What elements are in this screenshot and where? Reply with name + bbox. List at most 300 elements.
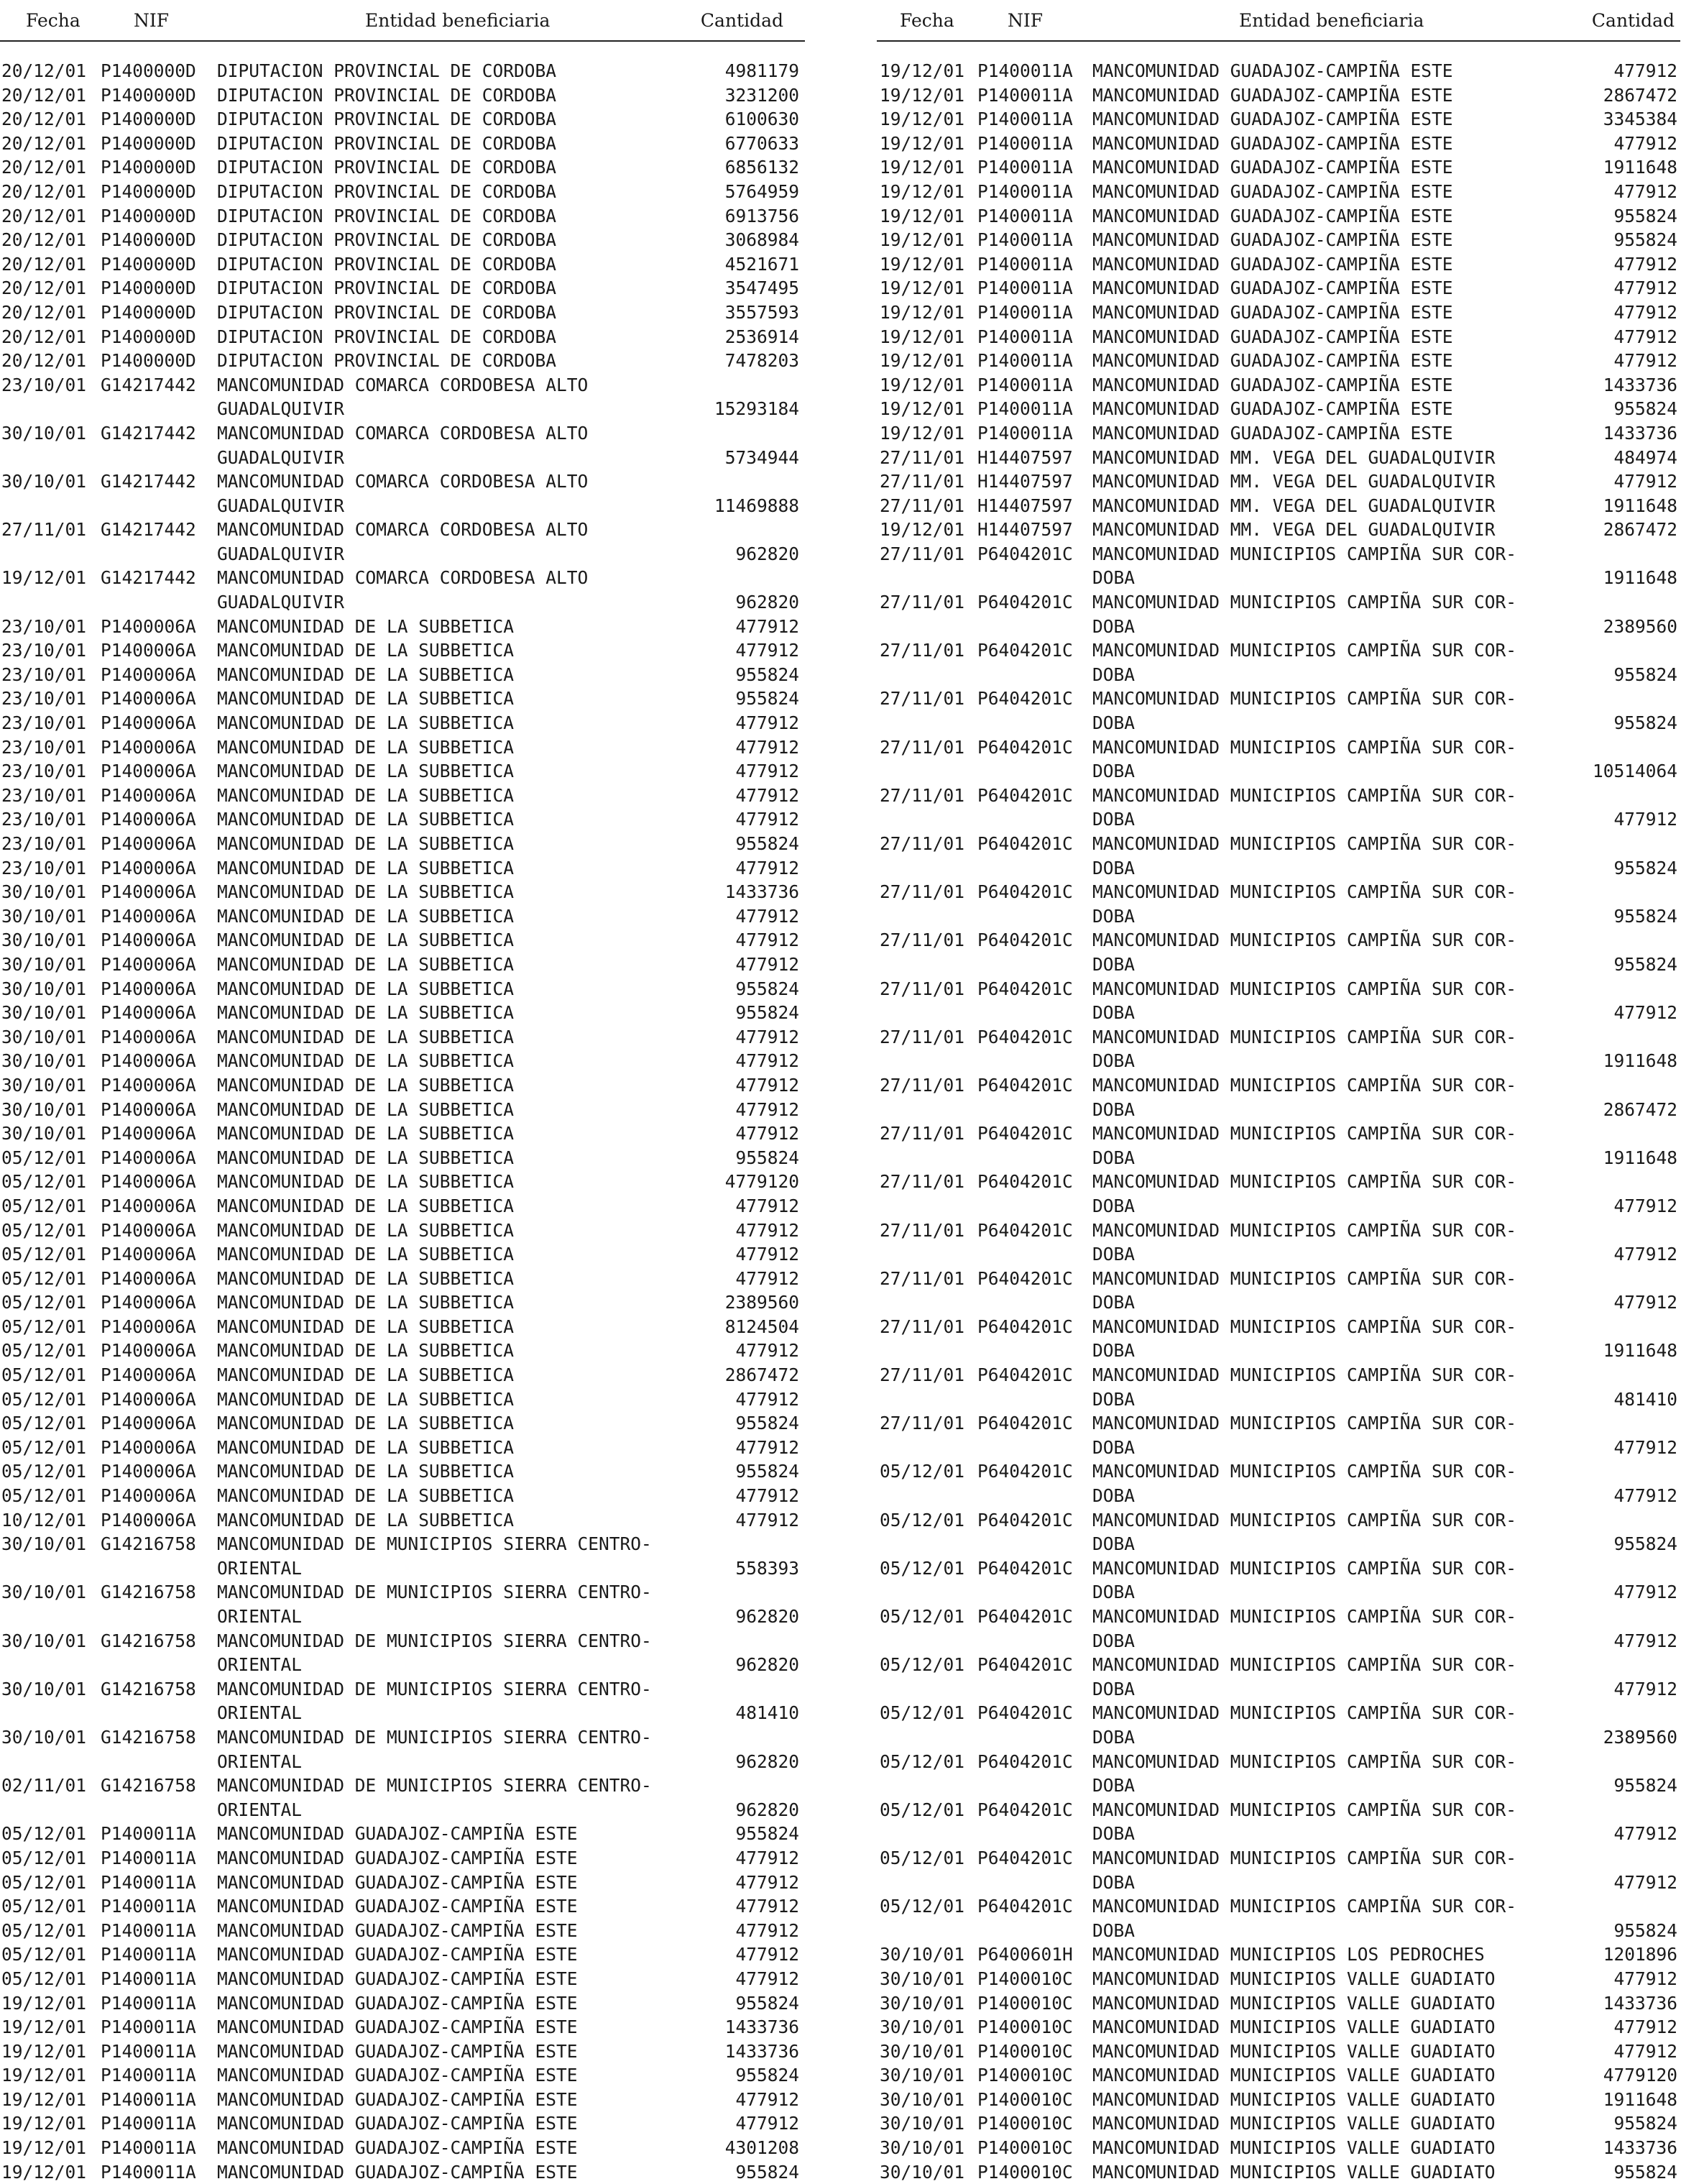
cell-entidad-continuation: DOBA <box>1092 761 1136 782</box>
cell-entidad: MANCOMUNIDAD MUNICIPIOS VALLE GUADIATO <box>1092 2040 1496 2062</box>
cell-nif: P6404201C <box>977 978 1073 999</box>
cell-cantidad: 2867472 <box>1603 84 1677 106</box>
cell-entidad: MANCOMUNIDAD GUADAJOZ-CAMPIÑA ESTE <box>1092 253 1453 275</box>
cell-entidad: MANCOMUNIDAD GUADAJOZ-CAMPIÑA ESTE <box>217 2088 578 2110</box>
cell-cantidad: 477912 <box>735 1123 799 1144</box>
cell-entidad: MANCOMUNIDAD MUNICIPIOS LOS PEDROCHES <box>1092 1944 1485 1965</box>
cell-entidad: MANCOMUNIDAD DE LA SUBBETICA <box>217 1147 515 1168</box>
cell-entidad: MANCOMUNIDAD MUNICIPIOS CAMPIÑA SUR COR- <box>1092 1847 1517 1868</box>
cell-nif: P6404201C <box>977 1702 1073 1724</box>
cell-fecha: 27/11/01 <box>880 446 965 468</box>
cell-cantidad: 5734944 <box>724 446 799 468</box>
cell-nif: P6404201C <box>977 1847 1073 1868</box>
table-row <box>0 518 805 566</box>
cell-fecha: 19/12/01 <box>880 229 965 251</box>
cell-fecha: 19/12/01 <box>880 109 965 130</box>
cell-entidad-continuation: DOBA <box>1092 1871 1136 1893</box>
cell-entidad: MANCOMUNIDAD MUNICIPIOS VALLE GUADIATO <box>1092 1968 1496 1989</box>
cell-nif: P1400011A <box>977 253 1073 275</box>
cell-entidad: MANCOMUNIDAD GUADAJOZ-CAMPIÑA ESTE <box>1092 326 1453 347</box>
cell-nif: P1400011A <box>101 1992 196 2014</box>
cell-cantidad: 2867472 <box>724 1364 799 1386</box>
cell-cantidad: 7478203 <box>724 350 799 372</box>
cell-entidad: DIPUTACION PROVINCIAL DE CORDOBA <box>217 132 557 154</box>
cell-nif: P1400006A <box>101 1219 196 1241</box>
cell-nif: P6404201C <box>977 1509 1073 1531</box>
table-row <box>877 977 1680 1025</box>
cell-nif: P1400000D <box>101 109 196 130</box>
table-row <box>0 1436 805 1460</box>
table-row <box>0 1677 805 1725</box>
cell-nif: P1400006A <box>101 881 196 903</box>
table-row <box>0 59 805 83</box>
cell-entidad-continuation: DOBA <box>1092 1388 1136 1410</box>
cell-fecha: 30/10/01 <box>1 905 87 927</box>
cell-nif: P1400006A <box>101 1002 196 1024</box>
cell-entidad-continuation: ORIENTAL <box>217 1799 303 1820</box>
table-row <box>0 2160 805 2184</box>
cell-cantidad: 962820 <box>735 1606 799 1627</box>
cell-cantidad: 962820 <box>735 543 799 564</box>
cell-cantidad: 477912 <box>1613 1244 1677 1265</box>
cell-entidad-continuation: DOBA <box>1092 809 1136 830</box>
table-row <box>0 1290 805 1315</box>
cell-cantidad: 477912 <box>1613 1968 1677 1989</box>
table-row <box>877 2063 1680 2088</box>
cell-entidad: MANCOMUNIDAD GUADAJOZ-CAMPIÑA ESTE <box>217 1968 578 1989</box>
cell-nif: P1400011A <box>977 326 1073 347</box>
cell-nif: P6404201C <box>977 1171 1073 1193</box>
cell-nif: P1400010C <box>977 2040 1073 2062</box>
table-row <box>877 349 1680 373</box>
cell-nif: G14216758 <box>101 1630 196 1651</box>
cell-nif: P1400011A <box>977 109 1073 130</box>
cell-cantidad: 955824 <box>1613 953 1677 975</box>
cell-fecha: 02/11/01 <box>1 1775 87 1797</box>
cell-nif: P1400006A <box>101 1050 196 1072</box>
table-row <box>0 107 805 132</box>
cell-nif: P1400011A <box>977 301 1073 323</box>
cell-entidad: MANCOMUNIDAD DE MUNICIPIOS SIERRA CENTRO- <box>217 1775 652 1797</box>
cell-nif: P1400006A <box>101 978 196 999</box>
cell-nif: P1400011A <box>101 2016 196 2038</box>
cell-entidad: MANCOMUNIDAD MUNICIPIOS CAMPIÑA SUR COR- <box>1092 1509 1517 1531</box>
table-row <box>877 1411 1680 1459</box>
cell-cantidad: 477912 <box>735 761 799 782</box>
cell-entidad-continuation: DOBA <box>1092 857 1136 878</box>
cell-cantidad: 477912 <box>1613 277 1677 299</box>
cell-cantidad: 955824 <box>1613 2161 1677 2183</box>
cell-fecha: 27/11/01 <box>880 1413 965 1434</box>
cell-entidad: MANCOMUNIDAD COMARCA CORDOBESA ALTO <box>217 422 589 444</box>
cell-fecha: 05/12/01 <box>1 1461 87 1482</box>
cell-fecha: 27/11/01 <box>880 1123 965 1144</box>
cell-fecha: 27/11/01 <box>880 640 965 661</box>
cell-nif: P1400010C <box>977 2161 1073 2183</box>
cell-fecha: 05/12/01 <box>880 1654 965 1676</box>
cell-nif: P1400006A <box>101 1267 196 1289</box>
cell-cantidad: 1433736 <box>724 881 799 903</box>
cell-fecha: 20/12/01 <box>1 326 87 347</box>
cell-cantidad: 477912 <box>735 615 799 637</box>
cell-entidad-continuation: DOBA <box>1092 1582 1136 1603</box>
cell-entidad: MANCOMUNIDAD GUADAJOZ-CAMPIÑA ESTE <box>1092 60 1453 81</box>
cell-cantidad: 477912 <box>1613 2040 1677 2062</box>
cell-cantidad: 477912 <box>735 930 799 951</box>
cell-nif: P6404201C <box>977 1316 1073 1337</box>
cell-cantidad: 962820 <box>735 1654 799 1676</box>
cell-entidad: MANCOMUNIDAD GUADAJOZ-CAMPIÑA ESTE <box>1092 132 1453 154</box>
cell-entidad: MANCOMUNIDAD MUNICIPIOS VALLE GUADIATO <box>1092 2088 1496 2110</box>
cell-entidad: MANCOMUNIDAD DE LA SUBBETICA <box>217 1316 515 1337</box>
cell-fecha: 05/12/01 <box>1 1292 87 1313</box>
cell-fecha: 20/12/01 <box>1 301 87 323</box>
cell-entidad-continuation: GUADALQUIVIR <box>217 592 345 613</box>
cell-entidad: MANCOMUNIDAD DE LA SUBBETICA <box>217 857 515 878</box>
cell-nif: P6404201C <box>977 1074 1073 1096</box>
cell-cantidad: 955824 <box>1613 229 1677 251</box>
cell-entidad: MANCOMUNIDAD DE LA SUBBETICA <box>217 1219 515 1241</box>
header-entidad: Entidad beneficiaria <box>1239 10 1424 31</box>
table-row <box>877 421 1680 446</box>
cell-nif: P1400011A <box>101 2137 196 2159</box>
cell-entidad: MANCOMUNIDAD GUADAJOZ-CAMPIÑA ESTE <box>1092 229 1453 251</box>
cell-entidad: MANCOMUNIDAD MUNICIPIOS VALLE GUADIATO <box>1092 2137 1496 2159</box>
cell-nif: H14407597 <box>977 471 1073 492</box>
cell-cantidad: 477912 <box>735 857 799 878</box>
cell-fecha: 05/12/01 <box>1 1823 87 1845</box>
table-row <box>877 1556 1680 1605</box>
cell-entidad: MANCOMUNIDAD DE LA SUBBETICA <box>217 1002 515 1024</box>
cell-fecha: 30/10/01 <box>880 2040 965 2062</box>
cell-nif: P6404201C <box>977 784 1073 806</box>
cell-cantidad: 477912 <box>735 1195 799 1216</box>
cell-fecha: 05/12/01 <box>1 1944 87 1965</box>
cell-fecha: 19/12/01 <box>880 132 965 154</box>
cell-fecha: 19/12/01 <box>880 253 965 275</box>
cell-entidad: MANCOMUNIDAD MUNICIPIOS CAMPIÑA SUR COR- <box>1092 1557 1517 1579</box>
cell-nif: P6404201C <box>977 1799 1073 1820</box>
cell-fecha: 19/12/01 <box>880 60 965 81</box>
cell-fecha: 30/10/01 <box>1 1582 87 1603</box>
cell-fecha: 20/12/01 <box>1 132 87 154</box>
table-row <box>0 132 805 156</box>
cell-fecha: 19/12/01 <box>880 205 965 226</box>
table-row <box>877 832 1680 880</box>
cell-entidad: MANCOMUNIDAD MUNICIPIOS CAMPIÑA SUR COR- <box>1092 1799 1517 1820</box>
cell-entidad: MANCOMUNIDAD GUADAJOZ-CAMPIÑA ESTE <box>217 2040 578 2062</box>
cell-entidad: MANCOMUNIDAD MUNICIPIOS CAMPIÑA SUR COR- <box>1092 978 1517 999</box>
cell-nif: P1400011A <box>977 350 1073 372</box>
table-row <box>877 107 1680 132</box>
table-row <box>877 928 1680 976</box>
cell-fecha: 30/10/01 <box>1 978 87 999</box>
cell-nif: P1400006A <box>101 1388 196 1410</box>
cell-entidad: MANCOMUNIDAD DE MUNICIPIOS SIERRA CENTRO- <box>217 1582 652 1603</box>
cell-fecha: 20/12/01 <box>1 205 87 226</box>
cell-fecha: 19/12/01 <box>880 398 965 420</box>
cell-entidad: DIPUTACION PROVINCIAL DE CORDOBA <box>217 350 557 372</box>
table-row <box>0 155 805 180</box>
header-entidad: Entidad beneficiaria <box>365 10 551 31</box>
table-row <box>0 1411 805 1436</box>
cell-fecha: 05/12/01 <box>1 1267 87 1289</box>
cell-cantidad: 477912 <box>735 953 799 975</box>
cell-cantidad: 477912 <box>1613 809 1677 830</box>
cell-nif: P1400006A <box>101 1171 196 1193</box>
cell-entidad: MANCOMUNIDAD MUNICIPIOS VALLE GUADIATO <box>1092 2113 1496 2134</box>
cell-fecha: 30/10/01 <box>1 1098 87 1120</box>
cell-entidad: MANCOMUNIDAD MUNICIPIOS VALLE GUADIATO <box>1092 1992 1496 2014</box>
cell-fecha: 30/10/01 <box>1 1074 87 1096</box>
cell-nif: G14216758 <box>101 1775 196 1797</box>
cell-fecha: 23/10/01 <box>1 664 87 685</box>
cell-cantidad: 477912 <box>1613 326 1677 347</box>
cell-cantidad: 481410 <box>735 1702 799 1724</box>
table-row <box>0 2111 805 2136</box>
cell-nif: G14217442 <box>101 422 196 444</box>
cell-cantidad: 477912 <box>1613 1002 1677 1024</box>
cell-cantidad: 477912 <box>735 1485 799 1507</box>
cell-fecha: 05/12/01 <box>1 1871 87 1893</box>
cell-entidad: DIPUTACION PROVINCIAL DE CORDOBA <box>217 277 557 299</box>
cell-cantidad: 2867472 <box>1603 1098 1677 1120</box>
cell-entidad: MANCOMUNIDAD GUADAJOZ-CAMPIÑA ESTE <box>1092 205 1453 226</box>
table-row <box>0 2015 805 2040</box>
cell-fecha: 30/10/01 <box>1 1678 87 1699</box>
cell-entidad: MANCOMUNIDAD GUADAJOZ-CAMPIÑA ESTE <box>1092 350 1453 372</box>
cell-entidad: MANCOMUNIDAD DE LA SUBBETICA <box>217 1244 515 1265</box>
cell-nif: P1400010C <box>977 1968 1073 1989</box>
cell-fecha: 05/12/01 <box>1 1340 87 1362</box>
cell-entidad: MANCOMUNIDAD DE LA SUBBETICA <box>217 712 515 734</box>
cell-cantidad: 6770633 <box>724 132 799 154</box>
cell-cantidad: 955824 <box>1613 857 1677 878</box>
cell-fecha: 30/10/01 <box>1 930 87 951</box>
table-row <box>0 1219 805 1243</box>
table-row <box>0 252 805 277</box>
cell-entidad: MANCOMUNIDAD GUADAJOZ-CAMPIÑA ESTE <box>217 2065 578 2086</box>
table-row <box>0 1170 805 1194</box>
cell-fecha: 30/10/01 <box>880 2113 965 2134</box>
table-row <box>0 1894 805 1919</box>
cell-entidad: MANCOMUNIDAD DE LA SUBBETICA <box>217 1436 515 1458</box>
cell-cantidad: 477912 <box>735 1436 799 1458</box>
cell-entidad: MANCOMUNIDAD GUADAJOZ-CAMPIÑA ESTE <box>217 2016 578 2038</box>
cell-entidad: MANCOMUNIDAD DE LA SUBBETICA <box>217 1123 515 1144</box>
table-row <box>0 1774 805 1822</box>
cell-cantidad: 477912 <box>735 1244 799 1265</box>
table-row <box>0 615 805 639</box>
table-row <box>877 1315 1680 1363</box>
cell-entidad: MANCOMUNIDAD MUNICIPIOS CAMPIÑA SUR COR- <box>1092 1123 1517 1144</box>
cell-nif: P1400010C <box>977 2016 1073 2038</box>
table-row <box>0 1459 805 1484</box>
table-row <box>0 1508 805 1533</box>
cell-nif: P6404201C <box>977 1751 1073 1772</box>
cell-entidad: MANCOMUNIDAD DE MUNICIPIOS SIERRA CENTRO- <box>217 1533 652 1555</box>
cell-fecha: 05/12/01 <box>880 1509 965 1531</box>
cell-entidad: MANCOMUNIDAD MUNICIPIOS CAMPIÑA SUR COR- <box>1092 1606 1517 1627</box>
cell-fecha: 23/10/01 <box>1 857 87 878</box>
cell-fecha: 19/12/01 <box>1 2065 87 2086</box>
cell-fecha: 27/11/01 <box>880 1219 965 1241</box>
cell-entidad: MANCOMUNIDAD DE MUNICIPIOS SIERRA CENTRO- <box>217 1630 652 1651</box>
cell-nif: P1400006A <box>101 1461 196 1482</box>
cell-entidad: MANCOMUNIDAD DE LA SUBBETICA <box>217 640 515 661</box>
cell-cantidad: 477912 <box>735 1968 799 1989</box>
cell-fecha: 30/10/01 <box>880 2016 965 2038</box>
cell-nif: P6404201C <box>977 543 1073 564</box>
cell-cantidad: 1911648 <box>1603 157 1677 178</box>
table-row <box>877 1894 1680 1942</box>
cell-entidad: MANCOMUNIDAD DE LA SUBBETICA <box>217 1267 515 1289</box>
cell-cantidad: 955824 <box>735 1002 799 1024</box>
cell-entidad: MANCOMUNIDAD GUADAJOZ-CAMPIÑA ESTE <box>1092 422 1453 444</box>
table-row <box>877 590 1680 638</box>
cell-cantidad: 955824 <box>1613 712 1677 734</box>
cell-entidad: MANCOMUNIDAD DE LA SUBBETICA <box>217 1388 515 1410</box>
table-row <box>0 1484 805 1508</box>
table-row <box>0 1098 805 1122</box>
cell-cantidad: 2536914 <box>724 326 799 347</box>
cell-entidad: MANCOMUNIDAD MUNICIPIOS CAMPIÑA SUR COR- <box>1092 1171 1517 1193</box>
cell-entidad: MANCOMUNIDAD MUNICIPIOS CAMPIÑA SUR COR- <box>1092 592 1517 613</box>
cell-cantidad: 1911648 <box>1603 2088 1677 2110</box>
table-header-right <box>877 0 1680 42</box>
table-row <box>877 1025 1680 1073</box>
table-row <box>0 1725 805 1774</box>
cell-cantidad: 1911648 <box>1603 567 1677 589</box>
cell-fecha: 30/10/01 <box>1 471 87 492</box>
cell-nif: P6404201C <box>977 1606 1073 1627</box>
cell-nif: P6404201C <box>977 592 1073 613</box>
table-row <box>0 1242 805 1267</box>
table-row <box>877 1267 1680 1315</box>
table-row <box>0 1025 805 1050</box>
cell-cantidad: 477912 <box>735 1871 799 1893</box>
cell-cantidad: 11469888 <box>714 495 799 516</box>
cell-fecha: 27/11/01 <box>880 736 965 758</box>
table-row <box>0 711 805 735</box>
cell-cantidad: 962820 <box>735 1799 799 1820</box>
cell-cantidad: 955824 <box>735 2065 799 2086</box>
table-row <box>0 1967 805 1991</box>
cell-nif: P1400011A <box>101 1847 196 1868</box>
cell-fecha: 19/12/01 <box>880 277 965 299</box>
cell-entidad: MANCOMUNIDAD MUNICIPIOS CAMPIÑA SUR COR- <box>1092 543 1517 564</box>
cell-fecha: 23/10/01 <box>1 809 87 830</box>
cell-fecha: 19/12/01 <box>1 1992 87 2014</box>
cell-fecha: 19/12/01 <box>1 567 87 589</box>
cell-fecha: 27/11/01 <box>880 1171 965 1193</box>
table-row <box>877 687 1680 735</box>
cell-fecha: 20/12/01 <box>1 109 87 130</box>
cell-nif: P6404201C <box>977 1413 1073 1434</box>
cell-fecha: 05/12/01 <box>1 1413 87 1434</box>
cell-cantidad: 477912 <box>735 809 799 830</box>
cell-entidad-continuation: DOBA <box>1092 1775 1136 1797</box>
cell-fecha: 27/11/01 <box>880 881 965 903</box>
cell-cantidad: 484974 <box>1613 446 1677 468</box>
cell-cantidad: 477912 <box>1613 60 1677 81</box>
cell-fecha: 05/12/01 <box>1 1219 87 1241</box>
cell-entidad: MANCOMUNIDAD DE LA SUBBETICA <box>217 1098 515 1120</box>
table-row <box>0 2136 805 2160</box>
table-row <box>0 1194 805 1219</box>
cell-fecha: 30/10/01 <box>1 1123 87 1144</box>
table-row <box>877 880 1680 928</box>
cell-fecha: 27/11/01 <box>880 1316 965 1337</box>
cell-nif: P6404201C <box>977 640 1073 661</box>
cell-entidad: MANCOMUNIDAD DE LA SUBBETICA <box>217 809 515 830</box>
table-row <box>0 1942 805 1967</box>
cell-fecha: 20/12/01 <box>1 157 87 178</box>
cell-entidad: MANCOMUNIDAD COMARCA CORDOBESA ALTO <box>217 471 589 492</box>
cell-entidad: MANCOMUNIDAD DE LA SUBBETICA <box>217 953 515 975</box>
cell-entidad: MANCOMUNIDAD MUNICIPIOS CAMPIÑA SUR COR- <box>1092 1461 1517 1482</box>
cell-entidad-continuation: DOBA <box>1092 953 1136 975</box>
cell-entidad: DIPUTACION PROVINCIAL DE CORDOBA <box>217 180 557 202</box>
table-row <box>0 2063 805 2088</box>
cell-fecha: 27/11/01 <box>880 1364 965 1386</box>
table-row <box>877 1701 1680 1749</box>
cell-nif: G14217442 <box>101 567 196 589</box>
cell-nif: P1400011A <box>101 2088 196 2110</box>
cell-entidad: MANCOMUNIDAD DE LA SUBBETICA <box>217 1364 515 1386</box>
cell-cantidad: 962820 <box>735 592 799 613</box>
cell-entidad: MANCOMUNIDAD MUNICIPIOS CAMPIÑA SUR COR- <box>1092 1267 1517 1289</box>
cell-entidad: MANCOMUNIDAD MUNICIPIOS CAMPIÑA SUR COR- <box>1092 1751 1517 1772</box>
cell-nif: P1400006A <box>101 905 196 927</box>
cell-cantidad: 477912 <box>1613 1871 1677 1893</box>
cell-entidad: MANCOMUNIDAD GUADAJOZ-CAMPIÑA ESTE <box>1092 398 1453 420</box>
cell-fecha: 20/12/01 <box>1 350 87 372</box>
cell-cantidad: 477912 <box>735 1050 799 1072</box>
cell-fecha: 30/10/01 <box>1 1726 87 1748</box>
table-row <box>0 2040 805 2064</box>
cell-cantidad: 477912 <box>1613 1582 1677 1603</box>
cell-cantidad: 1911648 <box>1603 1147 1677 1168</box>
cell-cantidad: 477912 <box>1613 471 1677 492</box>
cell-nif: P6404201C <box>977 1267 1073 1289</box>
cell-nif: P1400006A <box>101 615 196 637</box>
cell-fecha: 30/10/01 <box>880 1968 965 1989</box>
table-row <box>0 663 805 687</box>
cell-entidad: MANCOMUNIDAD DE LA SUBBETICA <box>217 1026 515 1047</box>
cell-nif: P1400010C <box>977 2088 1073 2110</box>
cell-cantidad: 477912 <box>1613 1195 1677 1216</box>
cell-cantidad: 558393 <box>735 1557 799 1579</box>
cell-entidad: MANCOMUNIDAD DE LA SUBBETICA <box>217 1509 515 1531</box>
cell-entidad: MANCOMUNIDAD GUADAJOZ-CAMPIÑA ESTE <box>217 2161 578 2183</box>
cell-fecha: 20/12/01 <box>1 277 87 299</box>
table-row <box>0 1267 805 1291</box>
table-row <box>877 1219 1680 1267</box>
cell-cantidad: 955824 <box>735 688 799 710</box>
table-row <box>877 2088 1680 2112</box>
cell-fecha: 19/12/01 <box>880 374 965 395</box>
table-body-right <box>877 59 1680 2184</box>
cell-entidad: MANCOMUNIDAD MUNICIPIOS CAMPIÑA SUR COR- <box>1092 1896 1517 1917</box>
table-row <box>877 1967 1680 1991</box>
cell-nif: P1400011A <box>101 1823 196 1845</box>
cell-fecha: 23/10/01 <box>1 615 87 637</box>
cell-entidad: MANCOMUNIDAD MUNICIPIOS VALLE GUADIATO <box>1092 2065 1496 2086</box>
table-row <box>0 1532 805 1580</box>
cell-fecha: 05/12/01 <box>1 1436 87 1458</box>
header-fecha: Fecha <box>900 10 954 31</box>
